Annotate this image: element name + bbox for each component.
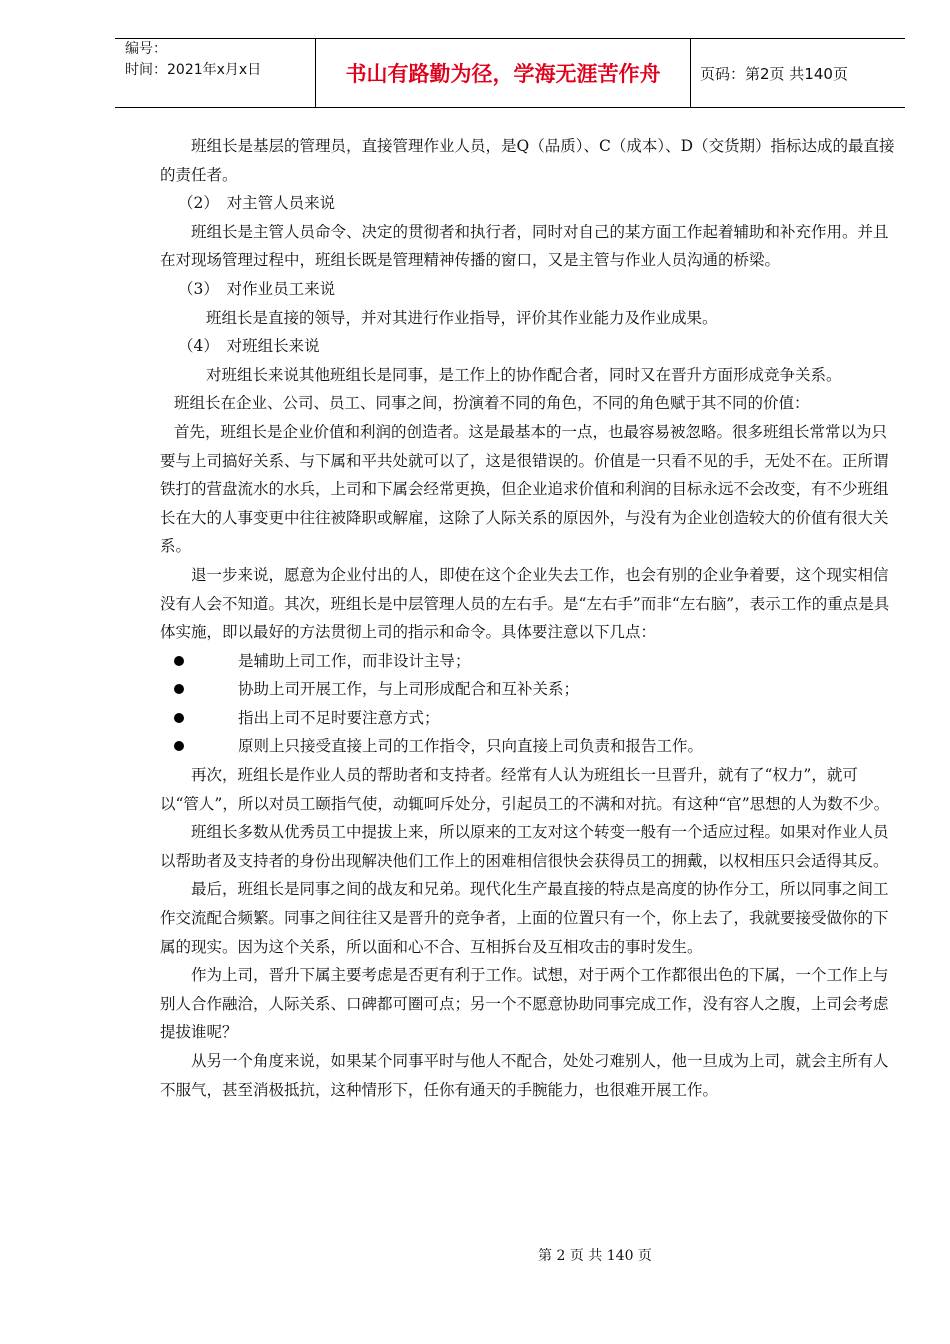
bullet-icon — [174, 656, 184, 666]
paragraph: 最后，班组长是同事之间的战友和兄弟。现代化生产最直接的特点是高度的协作分工，所以同事之间工作交流配合频繁。同事之间往往又是晋升的竞争者，上面的位置只有一个，你上去了，我就要接受做你的下属的现实。因为这个关系，所以面和心不合、互相拆台及互相攻击的事时发生。 — [160, 880, 889, 956]
document-body — [160, 132, 895, 1104]
header-page-label: 页码：第2页 共140页 — [700, 64, 848, 83]
paragraph: 班组长多数从优秀员工中提拔上来，所以原来的工友对这个转变一般有一个适应过程。如果对作业人员以帮助者及支持者的身份出现解决他们工作上的困难相信很快会获得员工的拥戴，以权相压只会适得其反。 — [160, 823, 889, 870]
bullet-text: 是辅助上司工作，而非设计主导； — [238, 651, 471, 670]
paragraph: 班组长是直接的领导，并对其进行作业指导，评价其作业能力及作业成果。 — [206, 308, 718, 327]
paragraph: 再次，班组长是作业人员的帮助者和支持者。经常有人认为班组长一旦晋升，就有了“权力”，就可以“管人”，所以对员工颐指气使，动辄呵斥处分，引起员工的不满和对抗。有这种“官”思想的人为数不少。 — [160, 766, 890, 813]
paragraph: 作为上司，晋升下属主要考虑是否更有利于工作。试想，对于两个工作都很出色的下属，一个工作上与别人合作融洽，人际关系、口碑都可圈可点；另一个不愿意协助同事完成工作，没有容人之腹，上司会考虑提拔谁呢？ — [160, 966, 889, 1042]
bullet-icon — [174, 741, 184, 751]
bullet-text: 协助上司开展工作，与上司形成配合和互补关系； — [238, 680, 580, 699]
paragraph: 班组长在企业、公司、员工、同事之间，扮演着不同的角色，不同的角色赋于其不同的价值： — [174, 394, 810, 413]
header-meta — [115, 39, 315, 107]
bullet-icon — [174, 684, 184, 694]
section-heading: （4） 对班组长来说 — [178, 337, 320, 356]
paragraph: 从另一个角度来说，如果某个同事平时与他人不配合，处处刁难别人，他一旦成为上司，就会主所有人不服气，甚至消极抵抗，这种情形下，任你有通天的手腕能力，也很难开展工作。 — [160, 1052, 889, 1099]
paragraph: 首先，班组长是企业价值和利润的创造者。这是最基本的一点，也最容易被忽略。很多班组长常常以为只要与上司搞好关系、与下属和平共处就可以了，这是很错误的。价值是一只看不见的手，无处不在。正所谓铁打的营盘流水的水兵，上司和下属会经常更换，但企业追求价值和利润的目标永远不会改变，有不少班组长在大的人事变更中往往被降职或解雇，这除了人际关系的原因外，与没有为企业创造较大的价值有很大关系。 — [160, 422, 889, 556]
section-heading: （2） 对主管人员来说 — [178, 194, 336, 213]
paragraph: 退一步来说，愿意为企业付出的人，即使在这个企业失去工作，也会有别的企业争着要，这个现实相信没有人会不知道。其次，班组长是中层管理人员的左右手。是“左右手”而非“左右脑”，表示工作的重点是具体实施，即以最好的方法贯彻上司的指示和命令。具体要注意以下几点： — [160, 565, 890, 642]
paragraph: 班组长是基层的管理员，直接管理作业人员，是Q（品质）、C（成本）、D（交货期）指标达成的最直接的责任者。 — [160, 137, 895, 184]
time-label: 时间：2021年x月x日 — [125, 62, 262, 78]
bullet-icon — [174, 713, 184, 723]
bullet-item — [160, 647, 895, 676]
code-label: 编号： — [125, 41, 167, 57]
page-header — [115, 38, 905, 108]
bullet-item — [160, 704, 895, 733]
paragraph: 班组长是主管人员命令、决定的贯彻者和执行者，同时对自己的某方面工作起着辅助和补充作用。并且在对现场管理过程中，班组长既是管理精神传播的窗口，又是主管与作业人员沟通的桥梁。 — [160, 222, 889, 270]
bullet-text: 原则上只接受直接上司的工作指令，只向直接上司负责和报告工作。 — [238, 737, 704, 756]
header-motto: 书山有路勤为径，学海无涯苦作舟 — [315, 39, 691, 107]
paragraph: 对班组长来说其他班组长是同事，是工作上的协作配合者，同时又在晋升方面形成竞争关系。 — [206, 365, 842, 384]
bullet-item — [160, 675, 895, 704]
page-footer: 第 2 页 共 140 页 — [538, 1248, 652, 1264]
section-heading: （3） 对作业员工来说 — [178, 279, 336, 298]
bullet-item — [160, 732, 895, 761]
bullet-text: 指出上司不足时要注意方式； — [238, 708, 440, 727]
